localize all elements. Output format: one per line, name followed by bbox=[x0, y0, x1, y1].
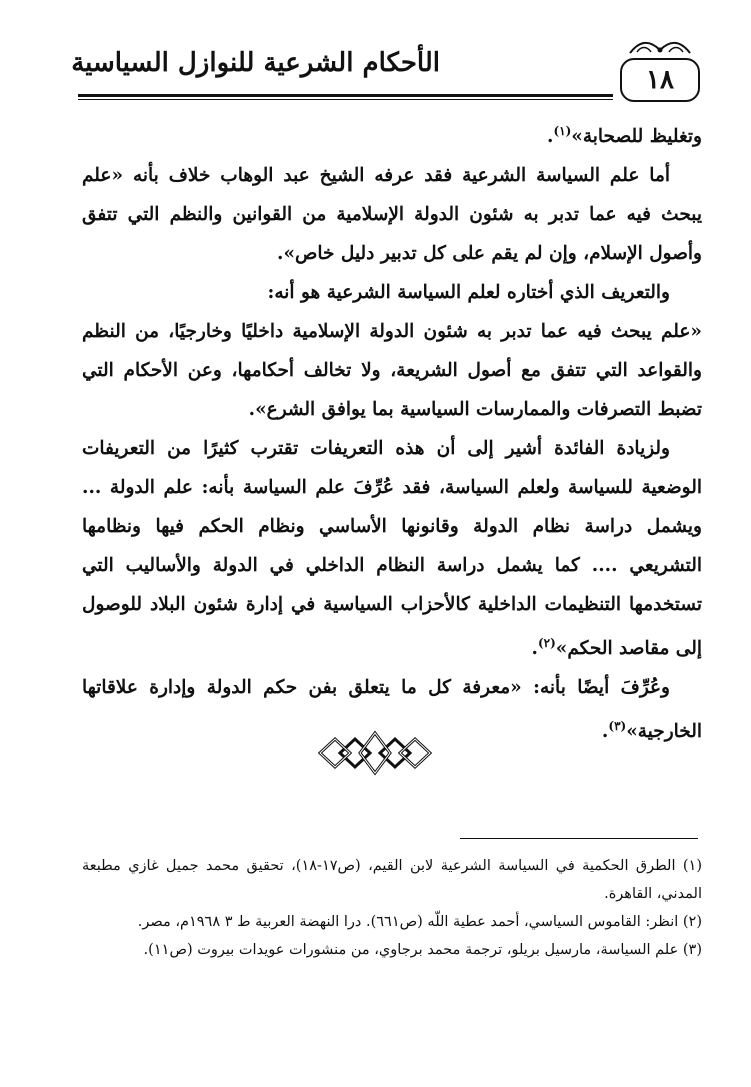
floral-flourish-icon bbox=[625, 38, 695, 58]
header-rule bbox=[78, 94, 613, 97]
footnote: (٣) علم السياسة، مارسيل بريلو، ترجمة محمد برجاوي، من منشورات عويدات بيروت (ص١١). bbox=[143, 942, 702, 958]
paragraph: وعُرِّفَ أيضًا بأنه: «معرفة كل ما يتعلق بفن حكم الدولة وإدارة علاقاتها الخارجية»$^{(٣)}$. bbox=[82, 677, 702, 743]
footnote-separator bbox=[460, 838, 698, 839]
paragraph: وتغليظ للصحابة»$^{(١)}$. bbox=[546, 124, 702, 148]
main-text bbox=[82, 112, 702, 751]
paragraph: ولزيادة الفائدة أشير إلى أن هذه التعريفات تقترب كثيرًا من التعريفات الوضعية للسياسة ولعلم السياسة، فقد عُرِّفَ علم السياسة بأنه: علم الدولة ... ويشمل دراسة نظام الدولة وقانونها الأساسي ونظام الحكم فيها ونظامها التشريعي .... كما يشمل دراسة النظام الداخلي في الدولة والأساليب التي تستخدمها التنظيمات الداخلية كالأحزاب السياسية في إدارة شئون البلاد للوصول إلى مقاصد الحكم»$^{(٢)}$. bbox=[82, 438, 702, 660]
footnote: (٢) انظر: القاموس السياسي، أحمد عطية اللّه (ص٦٦١). درا النهضة العربية ط ٣ ١٩٦٨م، مصر. bbox=[137, 914, 702, 930]
paragraph: «علم يبحث فيه عما تدبر به شئون الدولة الإسلامية داخليًا وخارجيًا، من النظم والقواعد التي تتفق مع أصول الشريعة، ولا تخالف أحكامها، وعن الأحكام التي تضبط التصرفات والممارسات السياسية بما يوافق الشرع». bbox=[82, 321, 702, 421]
header-rule-thin bbox=[78, 99, 613, 100]
paragraph: والتعريف الذي أختاره لعلم السياسة الشرعية هو أنه: bbox=[267, 282, 670, 304]
page-number: ١٨ bbox=[620, 58, 700, 102]
footnote-ref: (٣) bbox=[608, 719, 627, 734]
page-header bbox=[70, 38, 710, 108]
paragraph: أما علم السياسة الشرعية فقد عرفه الشيخ عبد الوهاب خلاف بأنه «علم يبحث فيه عما تدبر به شئون الدولة الإسلامية من القوانين والنظم التي تتفق وأصول الإسلام، وإن لم يقم على كل تدبير دليل خاص». bbox=[82, 165, 702, 265]
footnote-ref: (٢) bbox=[537, 636, 556, 651]
footnote-ref: (١) bbox=[553, 124, 572, 138]
footnote: (١) الطرق الحكمية في السياسة الشرعية لابن القيم، (ص١٧-١٨)، تحقيق محمد جميل غازي مطبعة المدني، القاهرة. bbox=[82, 858, 702, 902]
footnotes bbox=[82, 852, 702, 964]
knot-ornament-icon bbox=[315, 727, 435, 779]
running-title: الأحكام الشرعية للنوازل السياسية bbox=[71, 48, 440, 78]
